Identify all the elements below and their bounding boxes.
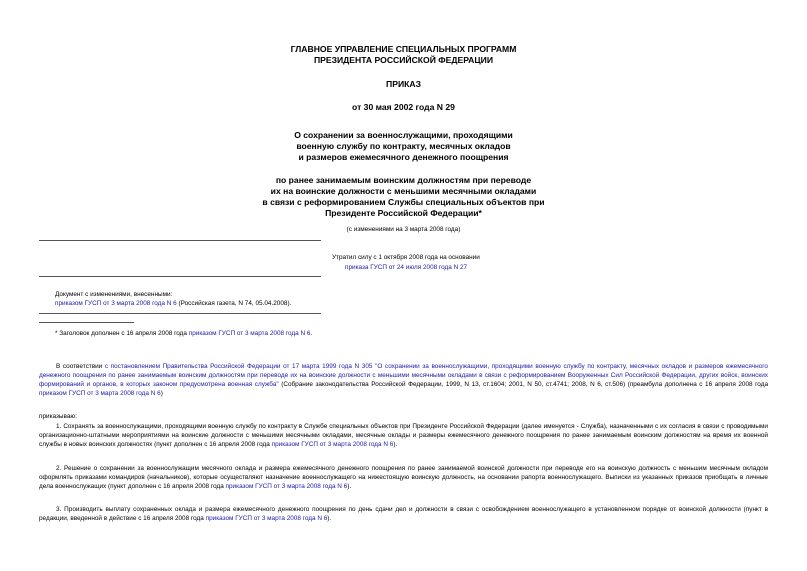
footnote-text: * Заголовок дополнен с 16 апреля 2008 года <box>55 330 187 337</box>
changes-link[interactable]: приказом ГУСП от 3 марта 2008 года N 6 <box>55 300 177 307</box>
title-line6: в связи с реформированием Службы специальных объектов при <box>262 197 545 207</box>
order-item-3: 3. Производить выплату сохраненных оклада и размера ежемесячного денежного поощрения по день сдачи дел и должности в связи с освобождением военнослужащего в установленном порядке от воинской должности (пункт в редакции, введенной в действие с 16 апреля 2008 года приказом ГУСП от 3 марта 2008 года N 6). <box>39 506 768 523</box>
changes-source: (Российская газета, N 74, 05.04.2008). <box>178 300 292 307</box>
doc-type: ПРИКАЗ <box>386 79 421 89</box>
preamble-paragraph: В соответствии с постановлением Правительства Российской Федерации от 17 марта 1999 года N 305 "О сохранении за военнослужащими, проходящими военную службу по контракту, месячных окладов и размеров ежемесячного денежного поощрения по ранее занимаемым воинским должностям при переводе их на воинские должности с меньшими месячными окладами в связи с реформированием Вооруженных Сил Российской Федерации, других войск, воинских формирований и органов, в которых законом предусмотрена военная служба" (Собрание законодательства Российской Федерации, 1999, N 13, ст.1604; 2001, N 50, ст.4741; 2008, N 6, ст.506) (преамбула дополнена с 16 апреля 2008 года приказом ГУСП от 3 марта 2008 года N 6) <box>39 363 768 398</box>
separator-rule <box>39 313 321 314</box>
order-item-2: 2. Решение о сохранении за военнослужащим месячного оклада и размера ежемесячного денежного поощрения по ранее занимаемой воинской должности при переводе его на воинскую должность с меньшим месячным окладом оформлять приказами командиров (начальников), которые осуществляют назначение военнослужащего на нижестоящую воинскую должность, на основании рапорта военнослужащего. Выписки из указанных приказов приобщать в личные дела военнослужащих (пункт дополнен с 16 апреля 2008 года приказом ГУСП от 3 марта 2008 года N 6). <box>39 465 768 491</box>
date-number: от 30 мая 2002 года N 29 <box>352 102 455 112</box>
item-text: 1. Сохранять за военнослужащими, проходящими военную службу по контракту в Службе специальных объектов при Президенте Российской Федерации (далее именуется - Служба), назначенными с их согласия в связи с проводимыми организационно-штатными мероприятиями на воинские должности с меньшими месячными окладами, месячные оклады и размеры ежемесячного денежного поощрения по ранее занимаемым воинским должностям на время их военной службы в новых воинских должностях (пункт дополнен с 16 апреля 2008 года <box>39 423 768 449</box>
preamble-link[interactable]: с постановлением Правительства Российской Федерации от 17 марта 1999 года N 305 "О сохранении за военнослужащими, проходящими военную службу по контракту, месячных окладов и размеров ежемесячного денежного поощрения по ранее занимаемым воинским должностям при переводе их на воинские должности с меньшими месячными окладами в связи с реформированием Вооруженных Сил Российской Федерации, других войск, воинских формирований и органов, в которых законом предусмотрена военная служба" <box>39 363 768 389</box>
preamble-lead: В соответствии <box>56 363 103 370</box>
separator-rule <box>39 276 321 277</box>
item-text: 2. Решение о сохранении за военнослужащим месячного оклада и размера ежемесячного денежного поощрения по ранее занимаемой воинской должности при переводе его на воинскую должность с меньшим месячным окладом оформлять приказами командиров (начальников), которые осуществляют назначение военнослужащего на нижестоящую воинскую должность, на основании рапорта военнослужащего. Выписки из указанных приказов приобщать в личные дела военнослужащих (пункт дополнен с 16 апреля 2008 года <box>39 465 768 491</box>
item-link[interactable]: приказом ГУСП от 3 марта 2008 года N 6 <box>205 515 328 523</box>
item-link[interactable]: приказом ГУСП от 3 марта 2008 года N 6 <box>225 483 348 491</box>
title-line3: и размеров ежемесячного денежного поощрения <box>298 152 509 162</box>
amendment-note: (с изменениями на 3 марта 2008 года) <box>346 226 461 233</box>
org-name-line2: ПРЕЗИДЕНТА РОССИЙСКОЙ ФЕДЕРАЦИИ <box>313 55 494 65</box>
footnote-rule <box>39 322 134 323</box>
title-line2: военную службу по контракту, месячных окладов <box>296 141 511 151</box>
changes-label: Документ с изменениями, внесенными: <box>55 291 173 298</box>
item-link[interactable]: приказом ГУСП от 3 марта 2008 года N 6 <box>271 441 394 449</box>
order-word: приказываю: <box>39 413 77 420</box>
item-text: 3. Производить выплату сохраненных оклада и размера ежемесячного денежного поощрения по день сдачи дел и должности в связи с освобождением военнослужащего в установленном порядке от воинской должности (пункт в редакции, введенной в действие с 16 апреля 2008 года <box>39 506 768 523</box>
preamble-link2[interactable]: приказом ГУСП от 3 марта 2008 года N 6 <box>39 390 161 398</box>
title-line5: их на воинские должности с меньшими месячными окладами <box>270 186 537 196</box>
footnote: * Заголовок дополнен с 16 апреля 2008 года приказом ГУСП от 3 марта 2008 года N 6. <box>55 330 313 337</box>
changes-line <box>55 299 655 308</box>
title-line7: Президенте Российской Федерации* <box>325 208 482 218</box>
title-line1: О сохранении за военнослужащими, проходящими <box>294 130 513 140</box>
preamble-tail: (Собрание законодательства Российской Федерации, 1999, N 13, ст.1604; 2001, N 50, ст.4741; 2008, N 6, ст.506) (преамбула дополнена с 16 апреля 2008 года <box>281 381 768 389</box>
separator-rule <box>39 240 321 241</box>
title-line4: по ранее занимаемым воинским должностям при переводе <box>275 175 532 185</box>
expiry-text: Утратил силу с 1 октября 2008 года на основании <box>332 254 480 261</box>
expiry-link[interactable]: приказа ГУСП от 24 июля 2008 года N 27 <box>345 264 468 271</box>
order-item-1: 1. Сохранять за военнослужащими, проходящими военную службу по контракту в Службе специальных объектов при Президенте Российской Федерации (далее именуется - Служба), назначенными с их согласия в связи с проводимыми организационно-штатными мероприятиями на воинские должности с меньшими месячными окладами, месячные оклады и размеры ежемесячного денежного поощрения по ранее занимаемым воинским должностям на время их военной службы в новых воинских должностях (пункт дополнен с 16 апреля 2008 года приказом ГУСП от 3 марта 2008 года N 6). <box>39 423 768 449</box>
footnote-link[interactable]: приказом ГУСП от 3 марта 2008 года N 6 <box>188 330 311 337</box>
org-name-line1: ГЛАВНОЕ УПРАВЛЕНИЕ СПЕЦИАЛЬНЫХ ПРОГРАММ <box>290 44 517 54</box>
